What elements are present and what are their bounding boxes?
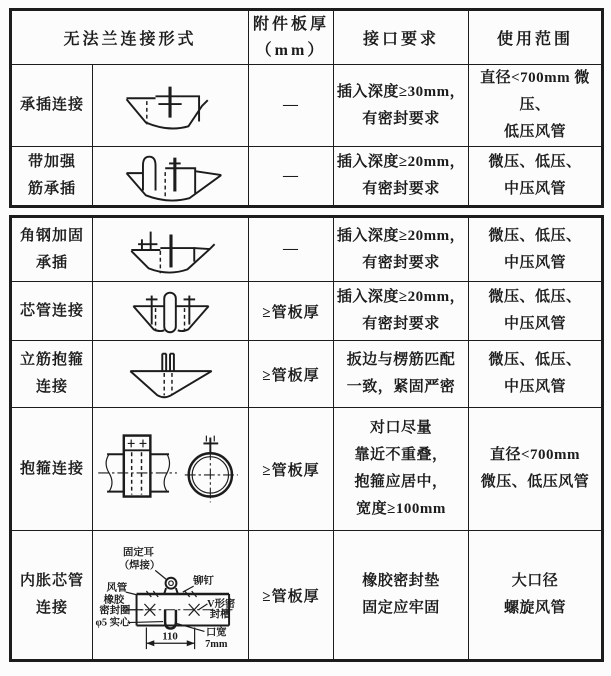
requirement-line: 插入深度≥20mm， — [336, 227, 466, 244]
rivet-label: 铆钉 — [193, 576, 214, 588]
row-name-line: 连接 — [35, 379, 68, 395]
requirement-line: 插入深度≥20mm， — [336, 289, 466, 305]
usage-line: 中压风管 — [503, 316, 566, 332]
inner-expansion-core-tube-diagram-cell — [93, 531, 249, 661]
clamp-joint-diagram — [93, 410, 249, 528]
inner-expansion-core-tube-joint-diagram — [93, 532, 249, 658]
usage-line: 直径<700mm 微压、 — [480, 70, 590, 113]
thickness-cell: — — [249, 147, 334, 207]
row-name-core-tube — [11, 282, 93, 341]
usage-cell — [469, 65, 603, 147]
usage-cell — [469, 217, 603, 282]
thickness-cell: — — [249, 65, 334, 147]
row-name-line: 连接 — [35, 600, 68, 616]
core-tube-joint-diagram — [93, 283, 249, 339]
duct-label: 风管 — [106, 583, 128, 595]
fixing-ear-label-2: （焊接） — [118, 560, 161, 572]
socket-joint-diagram — [93, 76, 249, 136]
row-name-angle-steel-socket — [11, 217, 93, 282]
requirement-line: 扳边与楞筋匹配 — [346, 352, 456, 368]
usage-cell — [469, 531, 603, 661]
angle-steel-socket-joint-diagram — [93, 219, 249, 281]
row-name-line: 承插 — [35, 254, 68, 271]
row-name-line: 承插连接 — [19, 97, 84, 113]
usage-line: 低压风管 — [504, 124, 567, 140]
col-header-thickness — [249, 10, 334, 65]
socket-joint-diagram-cell — [93, 65, 249, 147]
usage-line: 微压、低压、 — [488, 289, 582, 305]
col-header-usage: 使用范围 — [469, 10, 603, 65]
col-header-connection: 无法兰连接形式 — [11, 10, 249, 65]
thickness-cell: ≥管板厚 — [249, 282, 334, 341]
row-name-line: 立筋抱箍 — [19, 352, 84, 368]
requirement-line: 插入深度≥20mm， — [336, 154, 466, 170]
usage-cell — [469, 341, 603, 408]
requirement-line: 插入深度≥30mm， — [336, 83, 466, 100]
row-name-clamp-joint — [11, 408, 93, 531]
thickness-cell: — — [249, 217, 334, 282]
table-row — [11, 341, 603, 408]
requirement-line: 抱箍应居中， — [354, 474, 448, 490]
col-header-thickness-line1: 附件板厚 — [253, 15, 330, 33]
standing-rib-clamp-joint-diagram — [93, 343, 249, 405]
row-name-line: 带加强 — [27, 154, 76, 170]
solid-rod-label: φ5 实心 — [95, 617, 131, 629]
usage-cell — [469, 147, 603, 207]
angle-steel-socket-diagram-cell — [93, 217, 249, 282]
requirement-line: 有密封要求 — [362, 316, 440, 332]
requirement-line: 有密封要求 — [362, 110, 440, 127]
usage-cell — [469, 408, 603, 531]
v-groove-label: V形密 — [207, 598, 236, 610]
thickness-cell: ≥管板厚 — [249, 341, 334, 408]
usage-line: 微压、低压、 — [488, 154, 582, 170]
standing-rib-clamp-diagram-cell — [93, 341, 249, 408]
usage-cell — [469, 282, 603, 341]
col-header-requirement: 接口要求 — [334, 10, 469, 65]
dimension-110-label: 110 — [162, 630, 178, 643]
ribbed-socket-joint-diagram-cell — [93, 147, 249, 207]
mouth-width-label: 口宽 — [205, 627, 227, 639]
row-name-inner-expansion-core-tube — [11, 531, 93, 661]
row-name-line: 内胀芯管 — [19, 573, 84, 589]
usage-line: 中压风管 — [503, 379, 566, 395]
ribbed-socket-joint-diagram — [93, 147, 249, 205]
requirement-cell — [334, 282, 469, 341]
requirement-cell — [334, 408, 469, 531]
row-name-ribbed-socket — [11, 147, 93, 207]
requirement-cell — [334, 341, 469, 408]
row-name-line: 芯管连接 — [19, 302, 84, 319]
usage-line: 螺旋风管 — [503, 600, 566, 616]
requirement-cell — [334, 65, 469, 147]
requirement-cell — [334, 217, 469, 282]
usage-line: 大口径 — [511, 573, 559, 589]
row-name-line: 角钢加固 — [19, 227, 84, 244]
table-row — [11, 65, 603, 147]
rubber-seal-label-2: 密封圈 — [99, 605, 131, 617]
requirement-line: 一致，紧固严密 — [346, 379, 456, 395]
table-top — [9, 8, 604, 208]
requirement-line: 橡胶密封垫 — [362, 573, 440, 589]
core-tube-joint-diagram-cell — [93, 282, 249, 341]
usage-line: 微压、低压风管 — [480, 474, 590, 490]
requirement-line: 对口尽量 — [369, 420, 432, 436]
table-row — [11, 408, 603, 531]
v-groove-label-2: 封槽 — [209, 609, 231, 621]
table-row — [11, 147, 603, 207]
requirement-cell — [334, 147, 469, 207]
requirement-line: 有密封要求 — [362, 181, 440, 197]
requirement-cell — [334, 531, 469, 661]
col-header-thickness-line2: （mm） — [255, 41, 327, 59]
usage-line: 中压风管 — [503, 254, 566, 271]
table-bottom — [9, 215, 604, 662]
rubber-seal-label: 橡胶 — [103, 594, 125, 606]
table-row — [11, 217, 603, 282]
usage-line: 微压、低压、 — [488, 352, 582, 368]
header-row — [11, 10, 603, 65]
row-name-line: 筋承插 — [27, 181, 76, 197]
table-row — [11, 282, 603, 341]
thickness-cell: ≥管板厚 — [249, 531, 334, 661]
requirement-line: 宽度≥100mm — [356, 501, 446, 517]
requirement-line: 固定应牢固 — [362, 600, 440, 616]
usage-line: 微压、低压、 — [488, 227, 582, 244]
mouth-width-label-2: 7mm — [205, 639, 228, 651]
row-name-socket-joint — [11, 65, 93, 147]
requirement-line: 有密封要求 — [362, 254, 440, 271]
row-name-line: 抱箍连接 — [19, 460, 84, 477]
thickness-cell: ≥管板厚 — [249, 408, 334, 531]
usage-line: 直径<700mm — [489, 447, 581, 463]
fixing-ear-label: 固定耳 — [123, 547, 155, 559]
requirement-line: 靠近不重叠， — [354, 447, 448, 463]
clamp-joint-diagram-cell — [93, 408, 249, 531]
table-row — [11, 531, 603, 661]
row-name-standing-rib-clamp — [11, 341, 93, 408]
usage-line: 中压风管 — [504, 181, 567, 197]
